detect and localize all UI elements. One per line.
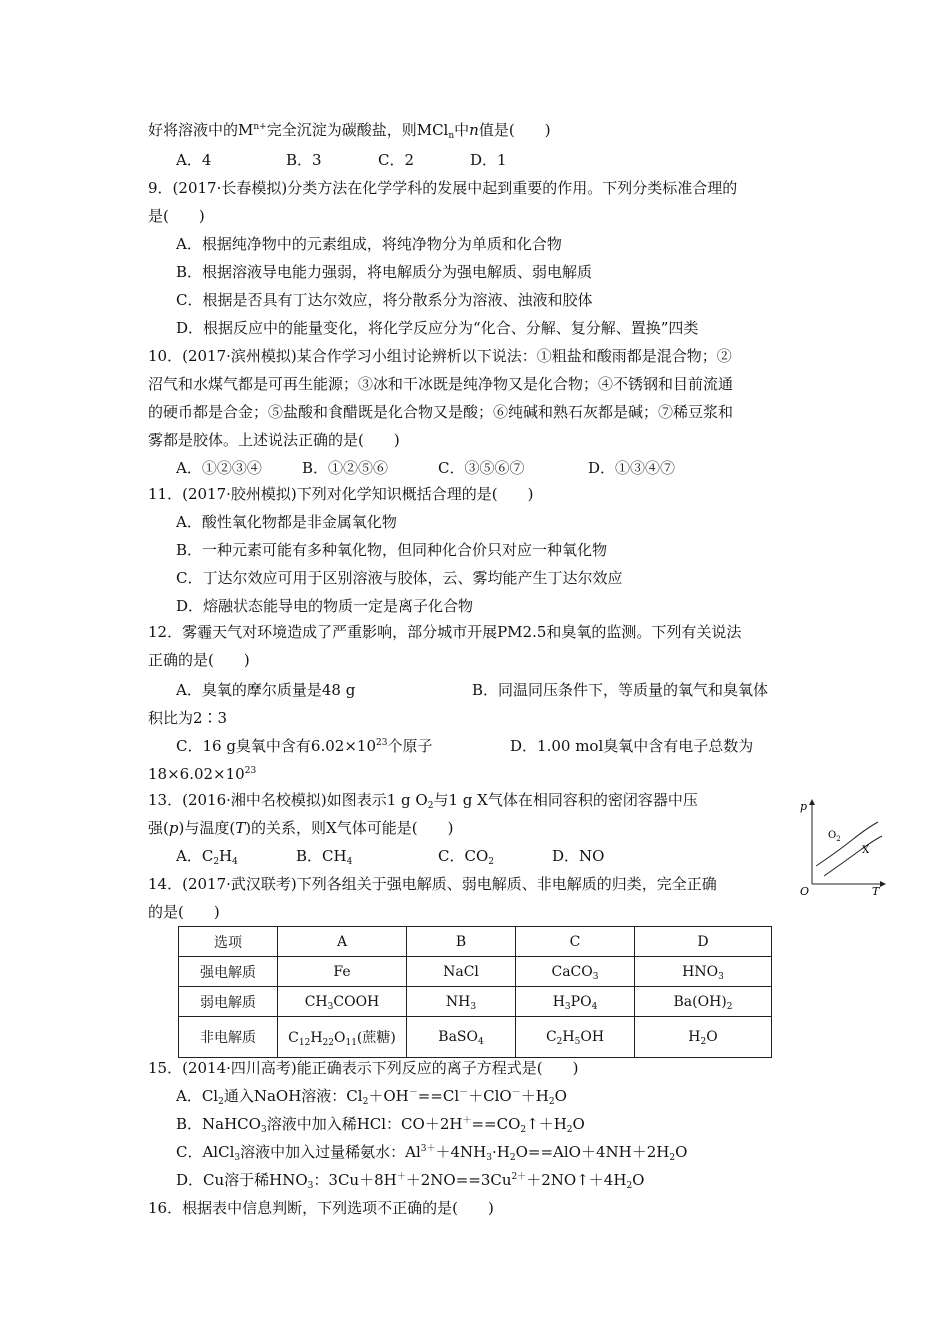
- question-12-line1: 12．雾霾天气对环境造成了严重影响，部分城市开展PM2.5和臭氧的监测。下列有关说法: [148, 623, 742, 641]
- question-13-option-a: [176, 846, 238, 866]
- question-15-option-c: C．AlCl$_3$溶液中加入过量稀氨水：$Al^{3+}+4NH_3\cdot H_2O==AlO+4NH+2H_2O$: [176, 1143, 688, 1163]
- text: B．CH: [296, 847, 347, 865]
- electrolyte-table: [178, 926, 772, 1058]
- text: H: [219, 847, 233, 865]
- question-13-option-d: D．NO: [552, 847, 605, 865]
- subscript: n: [448, 131, 455, 141]
- subscript: 2: [836, 835, 841, 843]
- x-axis-label: T: [872, 885, 880, 896]
- question-9-option-b: B．根据溶液导电能力强弱，将电解质分为强电解质、弱电解质: [176, 263, 593, 281]
- question-12-option-a: A．臭氧的摩尔质量是48 g: [176, 681, 356, 699]
- question-15-option-d: D．Cu溶于稀$HNO_3$：$3Cu+8H^++2NO==3Cu^{2+}+2NO↑+4H_2O$: [176, 1171, 645, 1191]
- question-13-line1: [148, 790, 698, 810]
- question-11-option-b: B．一种元素可能有多种氧化物，但同种化合价只对应一种氧化物: [176, 541, 608, 559]
- question-10-line3: 的硬币都是合金；⑤盐酸和食醋既是化合物又是酸；⑥纯碱和熟石灰都是碱；⑦稀豆浆和: [148, 403, 734, 421]
- question-14-line1: 14．(2017·武汉联考)下列各组关于强电解质、弱电解质、非电解质的归类，完全正确: [148, 875, 717, 893]
- table-cell: $H_3PO_4$: [516, 987, 635, 1017]
- question-9-option-c: C．根据是否具有丁达尔效应，将分散系分为溶液、浊液和胶体: [176, 291, 593, 309]
- question-12-option-d-cont: [148, 764, 256, 784]
- question-10-option-c: C．③⑤⑥⑦: [438, 459, 525, 477]
- y-axis-arrow: [809, 799, 815, 805]
- table-header-row: [179, 927, 772, 957]
- question-12-option-b-cont: 积比为2∶3: [148, 709, 228, 727]
- question-10-option-d: D．①③④⑦: [588, 459, 676, 477]
- subscript: 2: [213, 857, 220, 867]
- text: 好将溶液中的M: [148, 121, 254, 139]
- pressure-temperature-graph: [792, 796, 887, 896]
- text: 完全沉淀为碳酸盐，则MCl: [266, 121, 449, 139]
- subscript: 2: [427, 801, 434, 811]
- question-10-line2: 沼气和水煤气都是可再生能源；③冰和干冰既是纯净物又是化合物；④不锈钢和目前流通: [148, 375, 734, 393]
- question-8-tail: [148, 120, 551, 140]
- question-9-line2: 是( ): [148, 207, 205, 225]
- text: 值是( ): [478, 121, 551, 139]
- table-row-strong: [179, 957, 772, 987]
- table-cell: $NH_3$: [407, 987, 516, 1017]
- question-12-option-d: D．1.00 mol臭氧中含有电子总数为: [510, 737, 754, 755]
- text: )与温度(: [178, 819, 236, 837]
- table-row-weak: [179, 987, 772, 1017]
- table-cell: BaSO$_4$: [407, 1017, 516, 1058]
- row-label: 非电解质: [179, 1017, 278, 1058]
- text: 个原子: [387, 737, 433, 755]
- question-9-option-a: A．根据纯净物中的元素组成，将纯净物分为单质和化合物: [176, 235, 562, 253]
- text: 18×6.02×10: [148, 765, 245, 783]
- x-axis-arrow: [880, 881, 886, 887]
- table-header-cell: 选项: [179, 927, 278, 957]
- table-header-cell: B: [407, 927, 516, 957]
- curve-x-label: X: [862, 845, 870, 856]
- question-16-line1: 16．根据表中信息判断，下列选项不正确的是( ): [148, 1199, 494, 1217]
- table-cell: $HNO_3$: [635, 957, 772, 987]
- row-label: 强电解质: [179, 957, 278, 987]
- superscript: 23: [376, 738, 388, 748]
- question-11-option-c: C．丁达尔效应可用于区别溶液与胶体，云、雾均能产生丁达尔效应: [176, 569, 623, 587]
- question-11-option-a: A．酸性氧化物都是非金属氧化物: [176, 513, 397, 531]
- option-b: B．3: [286, 151, 322, 169]
- curve-o2-label: [828, 830, 841, 843]
- subscript: 4: [346, 857, 353, 867]
- text: )的关系，则X气体可能是( ): [245, 819, 454, 837]
- option-d: D．1: [470, 151, 507, 169]
- table-cell: NaCl: [407, 957, 516, 987]
- origin-label: O: [800, 885, 810, 896]
- subscript: 4: [232, 857, 238, 867]
- question-9-option-d: D．根据反应中的能量变化，将化学反应分为“化合、分解、复分解、置换”四类: [176, 319, 699, 337]
- question-13-line2: [148, 818, 453, 838]
- question-15-option-a: A．$Cl_2$通入NaOH溶液：$Cl_2+OH^-==Cl^-+ClO^-+H_2O$: [176, 1087, 567, 1107]
- text: 中: [454, 121, 470, 139]
- superscript: n+: [253, 122, 267, 132]
- question-13-option-b: [296, 846, 352, 866]
- question-11-line1: 11．(2017·胶州模拟)下列对化学知识概括合理的是( ): [148, 485, 534, 503]
- curve-x: [824, 836, 882, 876]
- variable-n: n: [469, 121, 479, 139]
- y-axis-label: p: [800, 800, 808, 813]
- question-11-option-d: D．熔融状态能导电的物质一定是离子化合物: [176, 597, 474, 615]
- question-10-line4: 雾都是胶体。上述说法正确的是( ): [148, 431, 400, 449]
- question-10-option-b: B．①②⑤⑥: [302, 459, 389, 477]
- question-14-line2: 的是( ): [148, 903, 220, 921]
- question-15-line1: 15．(2014·四川高考)能正确表示下列反应的离子方程式是( ): [148, 1059, 579, 1077]
- question-12-line2: 正确的是( ): [148, 651, 250, 669]
- table-row-non: [179, 1017, 772, 1058]
- question-10-line1: 10．(2017·滨州模拟)某合作学习小组讨论辨析以下说法：①粗盐和酸雨都是混合物；②: [148, 347, 732, 365]
- table-cell: CaCO$_3$: [516, 957, 635, 987]
- variable-p: p: [168, 819, 179, 837]
- table-cell: $Ba(OH)_2$: [635, 987, 772, 1017]
- question-9-line1: 9．(2017·长春模拟)分类方法在化学学科的发展中起到重要的作用。下列分类标准合理的: [148, 179, 738, 197]
- text: 与1 g X气体在相同容积的密闭容器中压: [433, 791, 698, 809]
- text: 强(: [148, 819, 169, 837]
- table-header-cell: D: [635, 927, 772, 957]
- text: C．16 g臭氧中含有6.02×10: [176, 737, 376, 755]
- superscript: 23: [244, 766, 257, 776]
- table-cell: Fe: [278, 957, 407, 987]
- variable-T: T: [235, 819, 246, 837]
- option-a: A．4: [176, 151, 212, 169]
- table-cell: $CH_3COOH$: [278, 987, 407, 1017]
- row-label: 弱电解质: [179, 987, 278, 1017]
- question-10-option-a: A．①②③④: [176, 459, 262, 477]
- table-header-cell: A: [278, 927, 407, 957]
- table-header-cell: C: [516, 927, 635, 957]
- question-12-option-c: [176, 736, 432, 756]
- table-cell: $H_2O$: [635, 1017, 772, 1058]
- option-c: C．2: [378, 151, 415, 169]
- question-13-option-c: [438, 846, 494, 866]
- text: O: [828, 830, 837, 841]
- subscript: 2: [488, 857, 494, 867]
- question-12-option-b: B．同温同压条件下，等质量的氧气和臭氧体: [472, 681, 769, 699]
- table-cell: $C_2H_5OH$: [516, 1017, 635, 1058]
- table-cell: $C_{12}H_{22}O_{11}$(蔗糖): [278, 1017, 407, 1058]
- text: C．CO: [438, 847, 489, 865]
- text: 13．(2016·湘中名校模拟)如图表示1 g O: [148, 791, 428, 809]
- text: A．C: [176, 847, 214, 865]
- question-15-option-b: B．NaHCO$_3$溶液中加入稀HCl：$CO+2H^+==CO_2↑+H_2O$: [176, 1115, 585, 1135]
